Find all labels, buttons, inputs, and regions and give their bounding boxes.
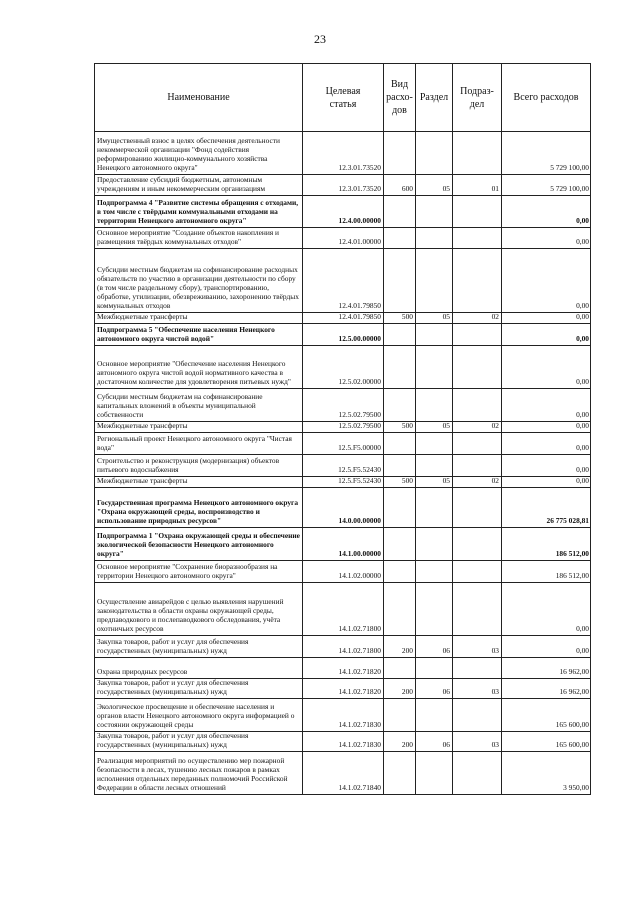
row-total-cell: 0,00 bbox=[502, 324, 591, 346]
row-name-cell: Основное мероприятие "Обеспечение населения Ненецкого автономного округа чистой водой нормативного качества в достаточном количестве для удовлетворения питьевых нужд" bbox=[95, 346, 303, 389]
row-total-cell: 0,00 bbox=[502, 346, 591, 389]
row-subsection-cell bbox=[453, 324, 502, 346]
row-total-cell: 0,00 bbox=[502, 422, 591, 433]
row-type-cell: 200 bbox=[384, 731, 416, 751]
table-row bbox=[95, 389, 591, 422]
header-subsection: Подраз- дел bbox=[453, 64, 502, 132]
header-name: Наименование bbox=[95, 64, 303, 132]
row-total-cell: 0,00 bbox=[502, 313, 591, 324]
row-total-cell: 26 775 028,81 bbox=[502, 487, 591, 527]
row-section-cell: 06 bbox=[416, 635, 453, 657]
table-row bbox=[95, 454, 591, 476]
row-target-cell: 14.1.02.71830 bbox=[303, 731, 384, 751]
row-subsection-cell: 03 bbox=[453, 678, 502, 698]
row-subsection-cell bbox=[453, 698, 502, 731]
row-type-cell: 500 bbox=[384, 476, 416, 487]
row-subsection-cell bbox=[453, 560, 502, 582]
row-name-cell: Имущественный взнос в целях обеспечения деятельности некоммерческой организации "Фонд содействия реформированию жилищно-коммунального хозяйства Ненецкого автономного округа" bbox=[95, 132, 303, 175]
row-type-cell bbox=[384, 228, 416, 249]
row-subsection-cell bbox=[453, 228, 502, 249]
row-type-cell bbox=[384, 657, 416, 678]
row-section-cell bbox=[416, 324, 453, 346]
row-total-cell: 5 729 100,00 bbox=[502, 175, 591, 196]
row-target-cell: 12.3.01.73520 bbox=[303, 175, 384, 196]
row-total-cell: 0,00 bbox=[502, 249, 591, 313]
row-section-cell bbox=[416, 432, 453, 454]
row-subsection-cell: 03 bbox=[453, 731, 502, 751]
row-type-cell: 200 bbox=[384, 635, 416, 657]
row-name-cell: Охрана природных ресурсов bbox=[95, 657, 303, 678]
row-name-cell: Основное мероприятие "Создание объектов накопления и размещения твёрдых коммунальных отходов" bbox=[95, 228, 303, 249]
row-name-cell: Предоставление субсидий бюджетным, автономным учреждениям и иным некоммерческим организациям bbox=[95, 175, 303, 196]
row-section-cell bbox=[416, 228, 453, 249]
row-target-cell: 12.5.02.00000 bbox=[303, 346, 384, 389]
row-type-cell bbox=[384, 324, 416, 346]
row-section-cell: 05 bbox=[416, 313, 453, 324]
row-section-cell bbox=[416, 132, 453, 175]
row-target-cell: 14.1.02.00000 bbox=[303, 560, 384, 582]
table-row bbox=[95, 132, 591, 175]
row-section-cell: 06 bbox=[416, 731, 453, 751]
row-target-cell: 14.1.02.71840 bbox=[303, 751, 384, 794]
row-target-cell: 14.1.02.71800 bbox=[303, 635, 384, 657]
row-target-cell: 12.5.F5.52430 bbox=[303, 454, 384, 476]
row-total-cell: 0,00 bbox=[502, 432, 591, 454]
row-subsection-cell bbox=[453, 582, 502, 635]
row-type-cell bbox=[384, 751, 416, 794]
row-name-cell: Межбюджетные трансферты bbox=[95, 313, 303, 324]
row-type-cell bbox=[384, 527, 416, 560]
row-total-cell: 0,00 bbox=[502, 454, 591, 476]
row-subsection-cell bbox=[453, 196, 502, 228]
row-section-cell: 06 bbox=[416, 678, 453, 698]
row-total-cell: 0,00 bbox=[502, 635, 591, 657]
table-row bbox=[95, 228, 591, 249]
header-total: Всего расходов bbox=[502, 64, 591, 132]
row-section-cell bbox=[416, 196, 453, 228]
table-row bbox=[95, 249, 591, 313]
row-name-cell: Субсидии местным бюджетам на софинансирование капитальных вложений в объекты муниципальной собственности bbox=[95, 389, 303, 422]
row-section-cell bbox=[416, 249, 453, 313]
row-type-cell bbox=[384, 560, 416, 582]
row-total-cell: 0,00 bbox=[502, 389, 591, 422]
table-row bbox=[95, 196, 591, 228]
table-row bbox=[95, 560, 591, 582]
row-subsection-cell bbox=[453, 132, 502, 175]
row-subsection-cell: 02 bbox=[453, 422, 502, 433]
header-section: Раздел bbox=[416, 64, 453, 132]
row-type-cell: 200 bbox=[384, 678, 416, 698]
row-subsection-cell bbox=[453, 657, 502, 678]
table-row bbox=[95, 324, 591, 346]
row-total-cell: 3 950,00 bbox=[502, 751, 591, 794]
table-row bbox=[95, 582, 591, 635]
row-target-cell: 12.4.01.00000 bbox=[303, 228, 384, 249]
row-subsection-cell bbox=[453, 389, 502, 422]
row-name-cell: Региональный проект Ненецкого автономного округа "Чистая вода" bbox=[95, 432, 303, 454]
row-name-cell: Реализация мероприятий по осуществлению мер пожарной безопасности в лесах, тушению лесных пожаров в рамках исполнения отдельных переданных полномочий Российской Федерации в области лесных отношений bbox=[95, 751, 303, 794]
table-header-row bbox=[95, 64, 591, 132]
row-total-cell: 0,00 bbox=[502, 582, 591, 635]
row-section-cell: 05 bbox=[416, 476, 453, 487]
row-name-cell: Межбюджетные трансферты bbox=[95, 476, 303, 487]
row-target-cell: 12.4.00.00000 bbox=[303, 196, 384, 228]
row-type-cell bbox=[384, 389, 416, 422]
row-name-cell: Межбюджетные трансферты bbox=[95, 422, 303, 433]
row-total-cell: 0,00 bbox=[502, 476, 591, 487]
row-target-cell: 12.4.01.79850 bbox=[303, 313, 384, 324]
row-subsection-cell bbox=[453, 454, 502, 476]
row-target-cell: 14.1.02.71820 bbox=[303, 657, 384, 678]
row-name-cell: Осуществление авиарейдов с целью выявления нарушений законодательства в области охраны окружающей среды, предпаводкового и послепаводкового обследования, учёта охотничьих ресурсов bbox=[95, 582, 303, 635]
row-name-cell: Экологическое просвещение и обеспечение населения и органов власти Ненецкого автономного округа информацией о состоянии окружающей среды bbox=[95, 698, 303, 731]
row-type-cell bbox=[384, 454, 416, 476]
row-subsection-cell bbox=[453, 346, 502, 389]
row-name-cell: Закупка товаров, работ и услуг для обеспечения государственных (муниципальных) нужд bbox=[95, 635, 303, 657]
table-row bbox=[95, 422, 591, 433]
row-target-cell: 12.3.01.73520 bbox=[303, 132, 384, 175]
row-type-cell: 600 bbox=[384, 175, 416, 196]
row-type-cell bbox=[384, 432, 416, 454]
table-row bbox=[95, 346, 591, 389]
row-subsection-cell bbox=[453, 249, 502, 313]
row-subsection-cell: 03 bbox=[453, 635, 502, 657]
table-row bbox=[95, 657, 591, 678]
row-type-cell bbox=[384, 132, 416, 175]
row-target-cell: 14.0.00.00000 bbox=[303, 487, 384, 527]
table-row bbox=[95, 487, 591, 527]
row-name-cell: Строительство и реконструкция (модернизация) объектов питьевого водоснабжения bbox=[95, 454, 303, 476]
table-body bbox=[95, 132, 591, 795]
page-number: 23 bbox=[314, 32, 326, 46]
row-target-cell: 14.1.02.71800 bbox=[303, 582, 384, 635]
row-target-cell: 12.5.02.79500 bbox=[303, 422, 384, 433]
row-name-cell: Закупка товаров, работ и услуг для обеспечения государственных (муниципальных) нужд bbox=[95, 731, 303, 751]
row-subsection-cell bbox=[453, 527, 502, 560]
row-section-cell bbox=[416, 527, 453, 560]
table-row bbox=[95, 313, 591, 324]
row-section-cell bbox=[416, 389, 453, 422]
budget-table bbox=[94, 63, 591, 795]
row-type-cell: 500 bbox=[384, 313, 416, 324]
table-row bbox=[95, 527, 591, 560]
row-name-cell: Подпрограмма 1 "Охрана окружающей среды и обеспечение экологической безопасности Ненецкого автономного округа" bbox=[95, 527, 303, 560]
row-type-cell bbox=[384, 249, 416, 313]
row-name-cell: Государственная программа Ненецкого автономного округа "Охрана окружающей среды, воспроизводство и использование природных ресурсов" bbox=[95, 487, 303, 527]
row-name-cell: Закупка товаров, работ и услуг для обеспечения государственных (муниципальных) нужд bbox=[95, 678, 303, 698]
row-total-cell: 5 729 100,00 bbox=[502, 132, 591, 175]
table-row bbox=[95, 476, 591, 487]
row-subsection-cell: 01 bbox=[453, 175, 502, 196]
row-name-cell: Подпрограмма 4 "Развитие системы обращения с отходами, в том числе с твёрдыми коммунальными отходами на территории Ненецкого автономного округа" bbox=[95, 196, 303, 228]
row-section-cell bbox=[416, 560, 453, 582]
row-section-cell bbox=[416, 751, 453, 794]
row-target-cell: 12.5.F5.00000 bbox=[303, 432, 384, 454]
table-row bbox=[95, 751, 591, 794]
row-section-cell: 05 bbox=[416, 175, 453, 196]
row-section-cell bbox=[416, 346, 453, 389]
table-row bbox=[95, 678, 591, 698]
row-target-cell: 12.4.01.79850 bbox=[303, 249, 384, 313]
row-subsection-cell bbox=[453, 487, 502, 527]
row-total-cell: 186 512,00 bbox=[502, 527, 591, 560]
table-row bbox=[95, 432, 591, 454]
table-row bbox=[95, 175, 591, 196]
row-type-cell bbox=[384, 487, 416, 527]
row-subsection-cell: 02 bbox=[453, 476, 502, 487]
row-section-cell bbox=[416, 582, 453, 635]
row-target-cell: 14.1.00.00000 bbox=[303, 527, 384, 560]
row-section-cell bbox=[416, 454, 453, 476]
row-subsection-cell: 02 bbox=[453, 313, 502, 324]
row-total-cell: 0,00 bbox=[502, 228, 591, 249]
row-total-cell: 16 962,00 bbox=[502, 678, 591, 698]
row-section-cell: 05 bbox=[416, 422, 453, 433]
row-target-cell: 12.5.F5.52430 bbox=[303, 476, 384, 487]
row-type-cell: 500 bbox=[384, 422, 416, 433]
row-type-cell bbox=[384, 582, 416, 635]
row-section-cell bbox=[416, 698, 453, 731]
row-total-cell: 186 512,00 bbox=[502, 560, 591, 582]
row-total-cell: 165 600,00 bbox=[502, 698, 591, 731]
row-type-cell bbox=[384, 196, 416, 228]
row-section-cell bbox=[416, 487, 453, 527]
header-target: Целевая статья bbox=[303, 64, 384, 132]
row-target-cell: 12.5.02.79500 bbox=[303, 389, 384, 422]
row-subsection-cell bbox=[453, 751, 502, 794]
row-target-cell: 14.1.02.71820 bbox=[303, 678, 384, 698]
row-target-cell: 12.5.00.00000 bbox=[303, 324, 384, 346]
table-row bbox=[95, 698, 591, 731]
row-name-cell: Основное мероприятие "Сохранение биоразнообразия на территории Ненецкого автономного округа" bbox=[95, 560, 303, 582]
row-target-cell: 14.1.02.71830 bbox=[303, 698, 384, 731]
table-row bbox=[95, 731, 591, 751]
row-total-cell: 16 962,00 bbox=[502, 657, 591, 678]
row-subsection-cell bbox=[453, 432, 502, 454]
row-section-cell bbox=[416, 657, 453, 678]
row-type-cell bbox=[384, 346, 416, 389]
row-name-cell: Подпрограмма 5 "Обеспечение населения Ненецкого автономного округа чистой водой" bbox=[95, 324, 303, 346]
row-name-cell: Субсидии местным бюджетам на софинансирование расходных обязательств по участию в организации деятельности по сбору (в том числе раздельному сбору), транспортированию, обработке, утилизации, обезвреживанию, захоронению твёрдых коммунальных отходов bbox=[95, 249, 303, 313]
header-type: Вид расхо- дов bbox=[384, 64, 416, 132]
row-total-cell: 165 600,00 bbox=[502, 731, 591, 751]
row-total-cell: 0,00 bbox=[502, 196, 591, 228]
row-type-cell bbox=[384, 698, 416, 731]
table-row bbox=[95, 635, 591, 657]
